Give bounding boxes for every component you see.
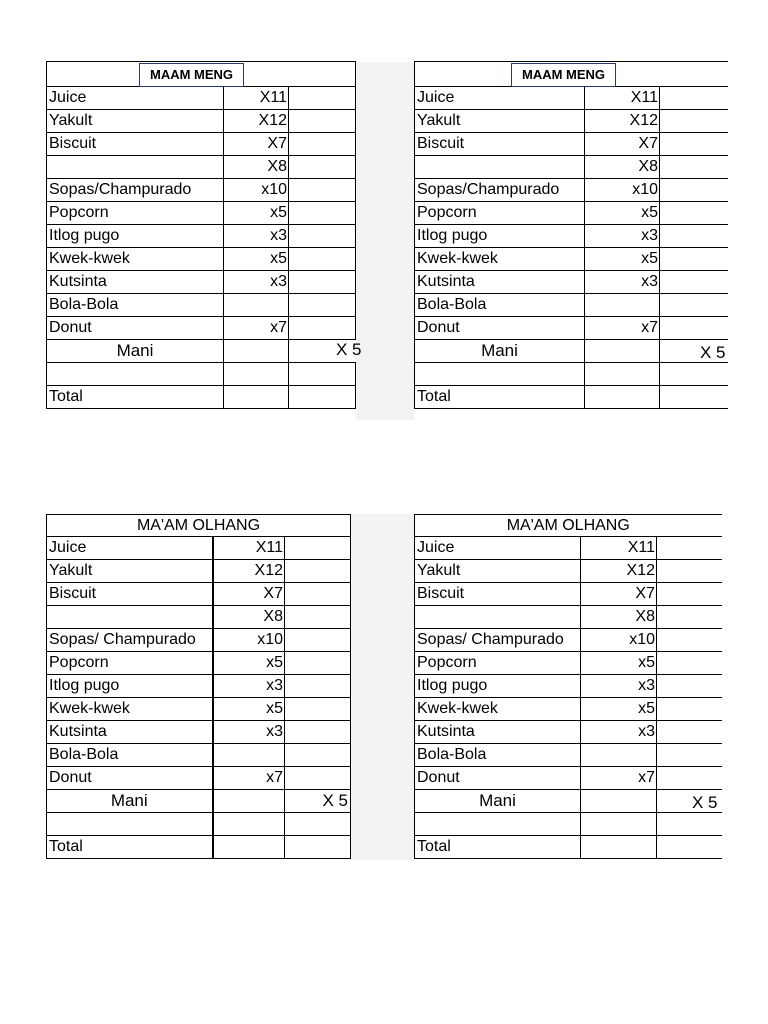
item-name: Juice: [415, 537, 581, 560]
item-name: Donut: [47, 767, 213, 790]
item-name: Sopas/ Champurado: [415, 629, 581, 652]
mani-extra-cell: [289, 340, 362, 363]
item-row: [47, 767, 351, 790]
item-name: Kutsinta: [415, 721, 581, 744]
item-row: [47, 202, 356, 225]
item-name: Kwek-kwek: [47, 248, 224, 271]
item-qty: x3: [224, 271, 289, 294]
item-row: [47, 606, 351, 629]
item-name: Bola-Bola: [415, 294, 585, 317]
item-name: Bola-Bola: [415, 744, 581, 767]
item-name: Juice: [47, 87, 224, 110]
item-qty: x5: [585, 248, 660, 271]
item-qty: X8: [585, 156, 660, 179]
tally-table: [46, 61, 362, 409]
item-blank-cell: [285, 606, 351, 629]
blank-row: [415, 813, 722, 836]
sheet-title: MA'AM OLHANG: [415, 515, 722, 537]
blank-row: [47, 363, 356, 386]
item-blank-cell: [285, 675, 351, 698]
item-name: [415, 606, 581, 629]
item-row: [415, 652, 722, 675]
item-blank-cell: [289, 179, 356, 202]
item-blank-cell: [657, 744, 722, 767]
blank-row: [415, 363, 728, 386]
item-blank-cell: [660, 317, 728, 340]
item-row: [47, 179, 356, 202]
item-name: Kutsinta: [415, 271, 585, 294]
item-blank-cell: [289, 271, 356, 294]
total-label: Total: [47, 386, 224, 409]
item-blank-cell: [657, 721, 722, 744]
item-name: Bola-Bola: [47, 294, 224, 317]
item-name: Sopas/ Champurado: [47, 629, 213, 652]
item-row: [415, 133, 728, 156]
item-row: [47, 583, 351, 606]
item-qty: x5: [581, 652, 657, 675]
item-blank-cell: [285, 560, 351, 583]
item-qty: X12: [224, 110, 289, 133]
item-qty: X12: [213, 560, 285, 583]
item-qty: x5: [213, 698, 285, 721]
item-qty: x10: [224, 179, 289, 202]
item-name: Biscuit: [47, 583, 213, 606]
item-name: [47, 156, 224, 179]
mani-label: Mani: [47, 790, 213, 813]
item-name: Biscuit: [415, 583, 581, 606]
item-row: [47, 560, 351, 583]
item-rows: [47, 537, 351, 790]
item-name: Popcorn: [47, 652, 213, 675]
item-qty: x3: [585, 271, 660, 294]
item-qty: x3: [581, 721, 657, 744]
item-blank-cell: [285, 721, 351, 744]
item-blank-cell: [660, 225, 728, 248]
item-row: [47, 294, 356, 317]
tally-sheet-maam-olhang-left: [46, 514, 351, 859]
item-blank-cell: [285, 537, 351, 560]
item-row: [47, 744, 351, 767]
item-qty: x5: [224, 202, 289, 225]
item-qty: [224, 294, 289, 317]
mani-qty-cell: [585, 340, 660, 363]
item-qty: X11: [224, 87, 289, 110]
item-name: Juice: [47, 537, 213, 560]
item-qty: X7: [213, 583, 285, 606]
item-qty: X12: [581, 560, 657, 583]
item-blank-cell: [289, 110, 356, 133]
mani-qty-cell: [213, 790, 285, 813]
item-name: Sopas/Champurado: [47, 179, 224, 202]
blank-row: [47, 813, 351, 836]
tally-table: [414, 514, 722, 859]
mani-row: [47, 790, 351, 813]
mani-label: Mani: [415, 790, 581, 813]
title-row: [415, 62, 728, 87]
item-name: Yakult: [47, 110, 224, 133]
item-qty: x7: [585, 317, 660, 340]
item-row: [47, 721, 351, 744]
item-blank-cell: [660, 248, 728, 271]
item-qty: [585, 294, 660, 317]
item-blank-cell: [285, 652, 351, 675]
total-row: [415, 836, 722, 859]
item-qty: X12: [585, 110, 660, 133]
item-blank-cell: [657, 560, 722, 583]
item-qty: x10: [585, 179, 660, 202]
item-row: [47, 317, 356, 340]
item-row: [415, 317, 728, 340]
item-qty: x5: [585, 202, 660, 225]
item-qty: x7: [224, 317, 289, 340]
item-blank-cell: [285, 698, 351, 721]
total-row: [47, 386, 356, 409]
item-qty: X11: [585, 87, 660, 110]
item-qty: x10: [213, 629, 285, 652]
item-blank-cell: [657, 767, 722, 790]
item-qty: x7: [213, 767, 285, 790]
item-row: [47, 271, 356, 294]
item-name: [415, 156, 585, 179]
item-name: Kwek-kwek: [415, 248, 585, 271]
item-name: Biscuit: [415, 133, 585, 156]
mani-label: Mani: [47, 340, 224, 363]
item-name: Kwek-kwek: [47, 698, 213, 721]
item-row: [415, 629, 722, 652]
item-name: Juice: [415, 87, 585, 110]
item-name: Biscuit: [47, 133, 224, 156]
title-row: [47, 515, 351, 537]
item-row: [47, 675, 351, 698]
item-qty: x3: [585, 225, 660, 248]
tally-sheet-maam-olhang-right: [414, 514, 722, 859]
item-row: [47, 133, 356, 156]
item-blank-cell: [657, 606, 722, 629]
sheet-title: MAAM MENG: [511, 63, 616, 87]
item-blank-cell: [657, 652, 722, 675]
item-blank-cell: [289, 317, 356, 340]
item-qty: x3: [581, 675, 657, 698]
item-qty: x5: [224, 248, 289, 271]
item-qty: x5: [581, 698, 657, 721]
mani-qty: X 5: [699, 343, 726, 362]
item-name: Itlog pugo: [415, 225, 585, 248]
item-blank-cell: [289, 202, 356, 225]
item-row: [47, 537, 351, 560]
item-row: [415, 179, 728, 202]
item-blank-cell: [289, 294, 356, 317]
item-row: [415, 202, 728, 225]
item-name: Itlog pugo: [47, 225, 224, 248]
item-row: [415, 537, 722, 560]
item-name: Kwek-kwek: [415, 698, 581, 721]
item-qty: x10: [581, 629, 657, 652]
item-row: [415, 560, 722, 583]
item-row: [415, 156, 728, 179]
item-name: Popcorn: [415, 202, 585, 225]
sheet-title: MA'AM OLHANG: [47, 515, 351, 537]
item-row: [47, 110, 356, 133]
item-name: Kutsinta: [47, 271, 224, 294]
item-blank-cell: [657, 583, 722, 606]
total-label: Total: [415, 386, 585, 409]
item-blank-cell: [660, 202, 728, 225]
total-label: Total: [47, 836, 213, 859]
item-qty: [213, 744, 285, 767]
item-name: Donut: [415, 767, 581, 790]
item-qty: x3: [213, 721, 285, 744]
item-row: [47, 652, 351, 675]
mani-qty: X 5: [692, 793, 718, 812]
item-blank-cell: [285, 629, 351, 652]
tally-table: [414, 61, 728, 409]
item-name: Popcorn: [415, 652, 581, 675]
total-label: Total: [415, 836, 581, 859]
item-qty: X11: [581, 537, 657, 560]
item-qty: X7: [224, 133, 289, 156]
item-row: [47, 248, 356, 271]
item-rows: [415, 537, 722, 790]
mani-qty-cell: [224, 340, 289, 363]
item-blank-cell: [289, 225, 356, 248]
item-rows: [47, 87, 356, 340]
mani-qty-cell: [581, 790, 657, 813]
item-blank-cell: [657, 629, 722, 652]
item-blank-cell: [660, 87, 728, 110]
item-blank-cell: [289, 133, 356, 156]
item-qty: x7: [581, 767, 657, 790]
item-blank-cell: [657, 698, 722, 721]
mani-extra-cell: [285, 790, 351, 813]
item-row: [415, 225, 728, 248]
mani-row: [415, 790, 722, 813]
item-qty: X8: [213, 606, 285, 629]
item-qty: [581, 744, 657, 767]
tally-sheet-maam-meng-left: [46, 61, 362, 409]
item-name: Donut: [47, 317, 224, 340]
total-row: [47, 836, 351, 859]
mani-qty: X 5: [336, 340, 362, 359]
item-name: Itlog pugo: [47, 675, 213, 698]
item-qty: X8: [581, 606, 657, 629]
item-name: Sopas/Champurado: [415, 179, 585, 202]
item-name: [47, 606, 213, 629]
sheet-title: MAAM MENG: [139, 63, 244, 87]
item-row: [415, 110, 728, 133]
item-name: Itlog pugo: [415, 675, 581, 698]
item-rows: [415, 87, 728, 340]
item-qty: x5: [213, 652, 285, 675]
item-blank-cell: [660, 179, 728, 202]
item-blank-cell: [289, 248, 356, 271]
title-row: [47, 62, 356, 87]
total-row: [415, 386, 728, 409]
item-row: [415, 606, 722, 629]
mani-row: [415, 340, 728, 363]
item-qty: x3: [213, 675, 285, 698]
item-qty: X11: [213, 537, 285, 560]
item-blank-cell: [660, 110, 728, 133]
mani-qty: X 5: [322, 791, 349, 810]
item-row: [415, 721, 722, 744]
item-row: [47, 225, 356, 248]
item-blank-cell: [285, 767, 351, 790]
item-blank-cell: [657, 537, 722, 560]
item-blank-cell: [660, 156, 728, 179]
mani-extra-cell: [660, 340, 728, 363]
item-blank-cell: [660, 133, 728, 156]
item-blank-cell: [660, 271, 728, 294]
item-qty: X7: [581, 583, 657, 606]
item-name: Kutsinta: [47, 721, 213, 744]
item-row: [415, 271, 728, 294]
item-name: Yakult: [415, 560, 581, 583]
item-row: [415, 698, 722, 721]
item-row: [415, 248, 728, 271]
mani-row: [47, 340, 356, 363]
item-row: [415, 767, 722, 790]
item-name: Donut: [415, 317, 585, 340]
item-blank-cell: [285, 744, 351, 767]
item-row: [415, 294, 728, 317]
item-row: [415, 744, 722, 767]
item-qty: X8: [224, 156, 289, 179]
item-row: [47, 87, 356, 110]
item-row: [415, 675, 722, 698]
item-row: [415, 87, 728, 110]
tally-table: [46, 514, 351, 859]
tally-sheet-maam-meng-right: [414, 61, 728, 409]
item-qty: x3: [224, 225, 289, 248]
item-blank-cell: [289, 156, 356, 179]
item-name: Yakult: [47, 560, 213, 583]
item-name: Bola-Bola: [47, 744, 213, 767]
item-name: Popcorn: [47, 202, 224, 225]
item-row: [47, 629, 351, 652]
item-qty: X7: [585, 133, 660, 156]
item-row: [415, 583, 722, 606]
item-blank-cell: [285, 583, 351, 606]
item-row: [47, 698, 351, 721]
item-blank-cell: [289, 87, 356, 110]
title-row: [415, 515, 722, 537]
item-blank-cell: [660, 294, 728, 317]
mani-label: Mani: [415, 340, 585, 363]
item-blank-cell: [657, 675, 722, 698]
item-row: [47, 156, 356, 179]
item-name: Yakult: [415, 110, 585, 133]
mani-extra-cell: [657, 790, 722, 813]
